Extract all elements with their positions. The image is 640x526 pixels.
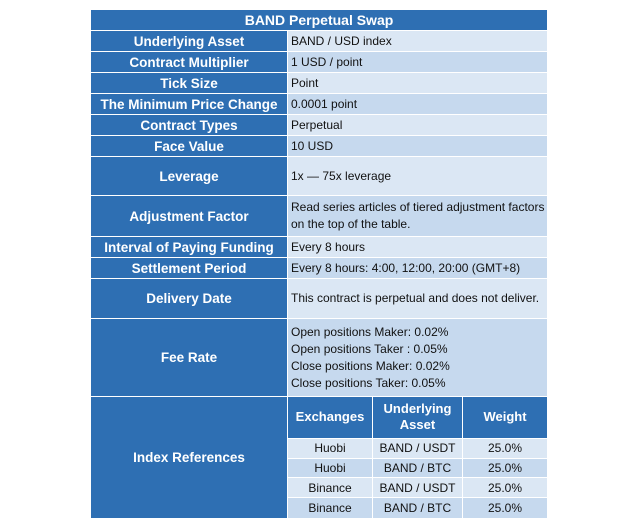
row-label: Index References <box>91 397 288 518</box>
row-value: Point <box>288 73 547 93</box>
row-funding-interval <box>91 237 547 258</box>
row-value: Every 8 hours <box>288 237 547 257</box>
exchange-cell: Binance <box>288 478 373 497</box>
index-references-header <box>288 397 547 439</box>
row-value: BAND / USD index <box>288 31 547 51</box>
row-label: Leverage <box>91 157 288 195</box>
row-value: 1x — 75x leverage <box>288 157 547 195</box>
row-label: Underlying Asset <box>91 31 288 51</box>
row-settlement-period <box>91 258 547 279</box>
value-line: Read series articles of tiered adjustment factors <box>291 200 545 214</box>
index-row <box>288 459 547 479</box>
row-label: Adjustment Factor <box>91 196 288 236</box>
header-underlying-asset: Underlying Asset <box>373 397 463 438</box>
exchange-cell: Huobi <box>288 459 373 478</box>
weight-cell: 25.0% <box>487 501 523 516</box>
row-value: Every 8 hours: 4:00, 12:00, 20:00 (GMT+8) <box>288 258 547 278</box>
row-index-references <box>91 397 547 518</box>
weight-cell: 25.0% <box>487 480 523 495</box>
row-face-value <box>91 136 547 157</box>
row-tick-size <box>91 73 547 94</box>
row-label: Settlement Period <box>91 258 288 278</box>
row-label: Face Value <box>91 136 288 156</box>
row-value: Perpetual <box>288 115 547 135</box>
row-label: Interval of Paying Funding <box>91 237 288 257</box>
row-label: Fee Rate <box>91 319 288 396</box>
index-row <box>288 498 547 518</box>
value-line: on the top of the table. <box>291 217 411 231</box>
row-contract-multiplier <box>91 52 547 73</box>
row-label: Contract Multiplier <box>91 52 288 72</box>
row-label: Tick Size <box>91 73 288 93</box>
row-value <box>288 319 547 396</box>
row-value <box>288 196 547 236</box>
row-adjustment-factor <box>91 196 547 237</box>
table-title: BAND Perpetual Swap <box>91 10 547 31</box>
index-references-table <box>288 397 547 518</box>
row-label: The Minimum Price Change <box>91 94 288 114</box>
row-label: Contract Types <box>91 115 288 135</box>
header-weight: Weight <box>463 397 547 438</box>
value-line: Open positions Maker: 0.02% <box>291 324 449 339</box>
row-value: 1 USD / point <box>288 52 547 72</box>
value-line: Open positions Taker : 0.05% <box>291 341 448 356</box>
weight-cell: 25.0% <box>487 460 523 475</box>
row-fee-rate <box>91 319 547 397</box>
index-row <box>288 439 547 459</box>
value-line: Close positions Taker: 0.05% <box>291 375 446 390</box>
value-line: Close positions Maker: 0.02% <box>291 358 450 373</box>
header-exchanges: Exchanges <box>288 397 373 438</box>
row-delivery-date <box>91 279 547 319</box>
asset-cell: BAND / USDT <box>373 478 463 497</box>
row-underlying-asset <box>91 31 547 52</box>
row-value: 10 USD <box>288 136 547 156</box>
asset-cell: BAND / BTC <box>373 459 463 478</box>
swap-spec-table <box>91 10 547 518</box>
weight-cell: 25.0% <box>487 441 523 456</box>
row-label: Delivery Date <box>91 279 288 318</box>
row-value: 0.0001 point <box>288 94 547 114</box>
row-contract-types <box>91 115 547 136</box>
row-min-price-change <box>91 94 547 115</box>
row-leverage <box>91 157 547 196</box>
asset-cell: BAND / BTC <box>373 498 463 518</box>
index-row <box>288 478 547 498</box>
exchange-cell: Binance <box>288 498 373 518</box>
exchange-cell: Huobi <box>288 439 373 458</box>
asset-cell: BAND / USDT <box>373 439 463 458</box>
row-value: This contract is perpetual and does not deliver. <box>288 279 547 318</box>
